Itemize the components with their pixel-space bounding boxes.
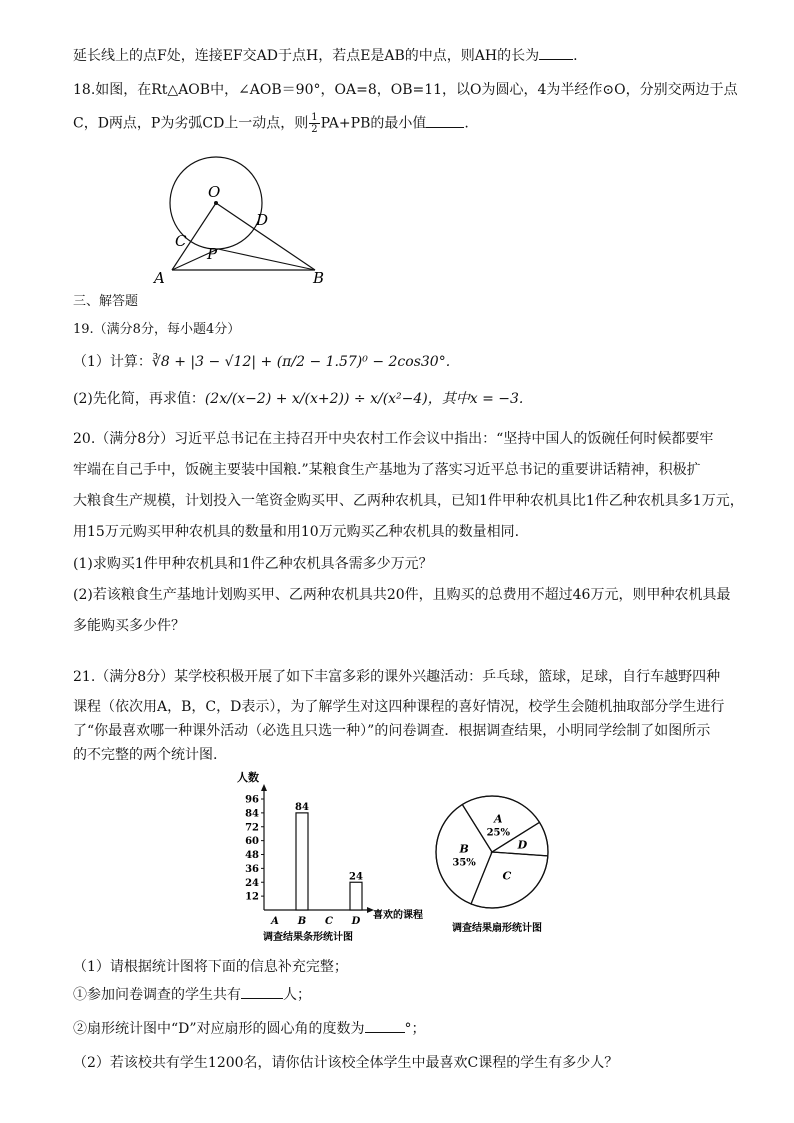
q18-label-b: B (313, 269, 325, 287)
q20-line2: 牢端在自己手中，饭碗主要装中国粮.”某粮食生产基地为了落实习近平总书记的重要讲话精神，积极扩 (73, 462, 701, 478)
bar-ytick-label: 48 (245, 850, 259, 861)
section-title: 三、解答题 (73, 294, 139, 309)
bar-ytick-label: 12 (245, 891, 259, 903)
q17-tail-text: 延长线上的点F处，连接EF交AD于点H，若点E是AB的中点，则AH的长为 (73, 48, 540, 64)
q18-frac-den: 2 (311, 124, 318, 135)
bar-D (350, 882, 362, 910)
bar-value-label: 24 (349, 871, 363, 883)
pie-percent-B: 35% (452, 857, 476, 869)
q17-answer-blank[interactable] (539, 47, 573, 60)
q21-line1: 21.（满分8分）某学校积极开展了如下丰富多彩的课外兴趣活动：乒乓球，篮球，足球，自行车越野四种 (73, 669, 721, 685)
bar-B (296, 813, 308, 910)
q21-item2 (73, 1018, 426, 1038)
q21-line2: 课程（依次用A，B，C，D表示），为了解学生对这四种课程的喜好情况，校学生会随机抽取部分学生进行 (73, 699, 725, 715)
q18-label-d: D (256, 211, 269, 229)
q20-line4: 用15万元购买甲种农机具的数量和用10万元购买乙种农机具的数量相同. (73, 524, 520, 540)
q18-label-p: P (207, 245, 218, 263)
q21-item2-blank[interactable] (365, 1020, 405, 1033)
bar-category-label: C (325, 916, 333, 927)
q19-part1-expr: ∛8 + |3 − √12| + (π/2 − 1.57)⁰ − 2cos30°. (151, 354, 451, 370)
bar-ytick-label: 84 (245, 808, 259, 820)
bar-ytick-label: 24 (245, 877, 259, 889)
q21-sub-title: （1）请根据统计图将下面的信息补充完整； (73, 959, 348, 975)
bar-value-label: 84 (295, 801, 309, 813)
bar-ytick-label: 72 (245, 822, 259, 834)
bar-ytick-label: 36 (245, 863, 259, 875)
pie-chart-title: 调查结果扇形统计图 (452, 923, 542, 934)
pie-label-B: B (459, 842, 469, 856)
bar-chart (230, 768, 440, 946)
q21-item1-b: 人； (283, 987, 311, 1003)
q18-label-o: O (208, 183, 221, 201)
q18-line2-a: C，D两点，P为劣弧CD上一动点，则 (73, 115, 309, 132)
bar-chart-xlabel: 喜欢的课程 (373, 910, 423, 921)
bar-chart-title: 调查结果条形统计图 (263, 932, 353, 943)
q21-line3: 了“你最喜欢哪一种课外活动（必选且只选一种）”的问卷调查．根据调查结果，小明同学绘制了如图所示 (73, 723, 711, 739)
q18-point-o (214, 201, 218, 205)
q19-part1 (73, 351, 450, 371)
pie-label-C: C (502, 869, 512, 883)
bar-bars (295, 802, 363, 910)
q21-item1 (73, 984, 311, 1004)
q21-item1-blank[interactable] (241, 986, 283, 999)
q19-part2-expr: (2x/(x−2) + x/(x+2)) ÷ x/(x²−4) (204, 391, 428, 407)
q20-line3: 大粮食生产规模，计划投入一笔资金购买甲、乙两种农机具，已知1件甲种农机具比1件乙种农机具多1万元， (73, 493, 744, 509)
q21-item2-a: ②扇形统计图中“D”对应扇形的圆心角的度数为 (73, 1021, 365, 1037)
bar-category-label: B (297, 916, 307, 927)
q17-end: . (573, 48, 578, 64)
q19-part2-label: (2)先化简，再求值： (73, 391, 205, 407)
q20-sub1: (1)求购买1件甲种农机具和1件乙种农机具各需多少万元？ (73, 556, 433, 572)
pie-chart (430, 785, 560, 941)
q21-item2-b: °； (404, 1021, 426, 1037)
q19-header: 19.（满分8分，每小题4分） (73, 322, 241, 337)
q20-line1: 20.（满分8分）习近平总书记在主持召开中央农村工作会议中指出：“坚持中国人的饭碗任何时候都要牢 (73, 431, 714, 447)
q18-label-a: A (154, 269, 165, 287)
bar-ticks (245, 795, 264, 903)
q21-item1-a: ①参加问卷调查的学生共有 (73, 987, 241, 1003)
q20-sub2b: 多能购买多少件？ (73, 618, 185, 634)
bar-categories (270, 916, 361, 927)
q19-part2-tail: ，其中x = −3. (427, 391, 524, 407)
q18-frac-num: 1 (311, 112, 318, 123)
q18-line2 (73, 112, 469, 135)
q19-part2 (73, 388, 523, 408)
bar-y-arrow (261, 784, 267, 791)
q21-line4: 的不完整的两个统计图. (73, 747, 218, 763)
q18-line1: 18.如图，在Rt△AOB中，∠AOB＝90°，OA=8，OB=11，以O为圆心，4为半经作⊙O，分别交两边于点 (73, 82, 738, 98)
bar-ytick-label: 60 (245, 836, 259, 848)
q18-figure (150, 152, 340, 287)
pie-label-D: D (517, 838, 528, 852)
q18-label-c: C (175, 232, 187, 250)
bar-chart-ylabel: 人数 (237, 771, 259, 784)
q18-fraction (309, 112, 319, 135)
q21-sub2: （2）若该校共有学生1200名，请你估计该校全体学生中最喜欢C课程的学生有多少人？ (73, 1055, 619, 1071)
pie-label-A: A (494, 812, 503, 826)
q18-answer-blank[interactable] (426, 115, 464, 128)
bar-ytick-label: 96 (245, 794, 259, 806)
q19-part1-label: （1）计算： (73, 354, 152, 370)
q18-line2-b: PA+PB的最小值 (320, 115, 427, 132)
bar-category-label: D (351, 916, 361, 927)
q20-sub2a: (2)若该粮食生产基地计划购买甲、乙两种农机具共20件，且购买的总费用不超过46万元，则甲种农机具最 (73, 587, 731, 603)
q18-end: . (464, 115, 469, 132)
pie-percent-A: 25% (486, 827, 511, 839)
pie-slices (436, 796, 548, 908)
bar-category-label: A (271, 916, 279, 927)
q17-tail-line (73, 45, 578, 65)
